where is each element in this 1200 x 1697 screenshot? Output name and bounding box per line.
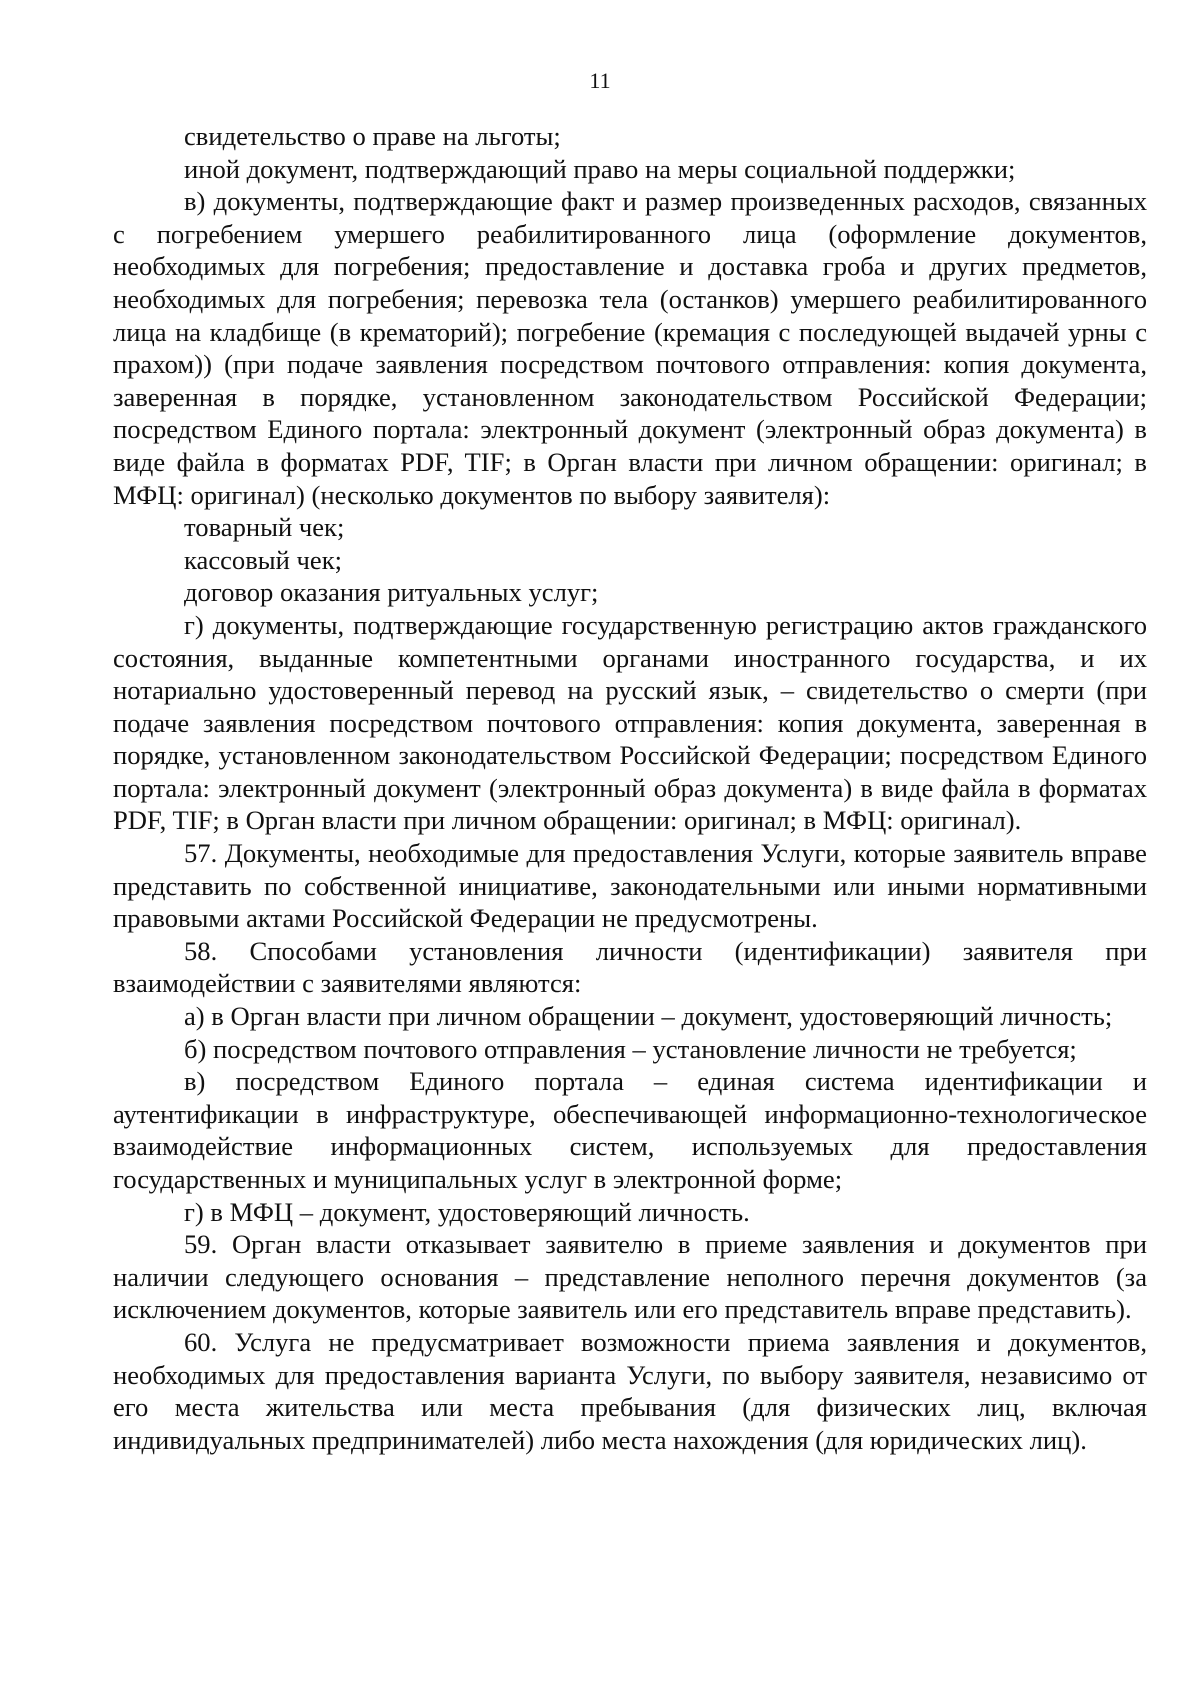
paragraph: кассовый чек; — [184, 544, 343, 575]
paragraph: 58. Способами установления личности (идентификации) заявителя при взаимодействии с заявителями являются: — [113, 935, 1147, 999]
paragraph: г) документы, подтверждающие государственную регистрацию актов гражданского состояния, выданные компетентными органами иностранного государства, и их нотариально удостоверенный перевод на русский язык, – свидетельство о смерти (при подаче заявления посредством почтового отправления: копия документа, заверенная в порядке, установленном законодательством Российской Федерации; посредством Единого портала: электронный документ (электронный образ документа) в виде файла в форматах PDF, TIF; в Орган власти при личном обращении: оригинал; в МФЦ: оригинал). — [113, 609, 1147, 836]
document-body — [113, 120, 1147, 1456]
paragraph: 57. Документы, необходимые для предоставления Услуги, которые заявитель вправе представить по собственной инициативе, законодательными или иными нормативными правовыми актами Российской Федерации не предусмотрены. — [113, 838, 1147, 934]
paragraph: г) в МФЦ – документ, удостоверяющий личность. — [184, 1196, 750, 1227]
paragraph: 60. Услуга не предусматривает возможности приема заявления и документов, необходимых для предоставления варианта Услуги, по выбору заявителя, независимо от его места жительства или места пребывания (для физических лиц, включая индивидуальных предпринимателей) либо места нахождения (для юридических лиц). — [113, 1326, 1147, 1455]
paragraph: б) посредством почтового отправления – установление личности не требуется; — [184, 1033, 1077, 1064]
paragraph: в) посредством Единого портала – единая система идентификации и аутентификации в инфраструктуре, обеспечивающей информационно-технологическое взаимодействие информационных систем, используемых для предоставления государственных и муниципальных услуг в электронной форме; — [113, 1066, 1147, 1194]
paragraph: договор оказания ритуальных услуг; — [184, 577, 599, 608]
page-number: 11 — [589, 68, 611, 93]
paragraph: в) документы, подтверждающие факт и размер произведенных расходов, связанных с погребением умершего реабилитированного лица (оформление документов, необходимых для погребения; предоставление и доставка гроба и других предметов, необходимых для погребения; перевозка тела (останков) умершего реабилитированного лица на кладбище (в крематорий); погребение (кремация с последующей выдачей урны с прахом)) (при подаче заявления посредством почтового отправления: копия документа, заверенная в порядке, установленном законодательством Российской Федерации; посредством Единого портала: электронный документ (электронный образ документа) в виде файла в форматах PDF, TIF; в Орган власти при личном обращении: оригинал; в МФЦ: оригинал) (несколько документов по выбору заявителя): — [113, 186, 1147, 510]
paragraph: 59. Орган власти отказывает заявителю в приеме заявления и документов при наличии следующего основания – представление неполного перечня документов (за исключением документов, которые заявитель или его представитель вправе представить). — [113, 1229, 1147, 1325]
paragraph: свидетельство о праве на льготы; — [184, 121, 561, 151]
paragraph: а) в Орган власти при личном обращении – документ, удостоверяющий личность; — [184, 1001, 1113, 1032]
paragraph: товарный чек; — [184, 512, 345, 543]
paragraph: иной документ, подтверждающий право на меры социальной поддержки; — [184, 153, 1016, 184]
